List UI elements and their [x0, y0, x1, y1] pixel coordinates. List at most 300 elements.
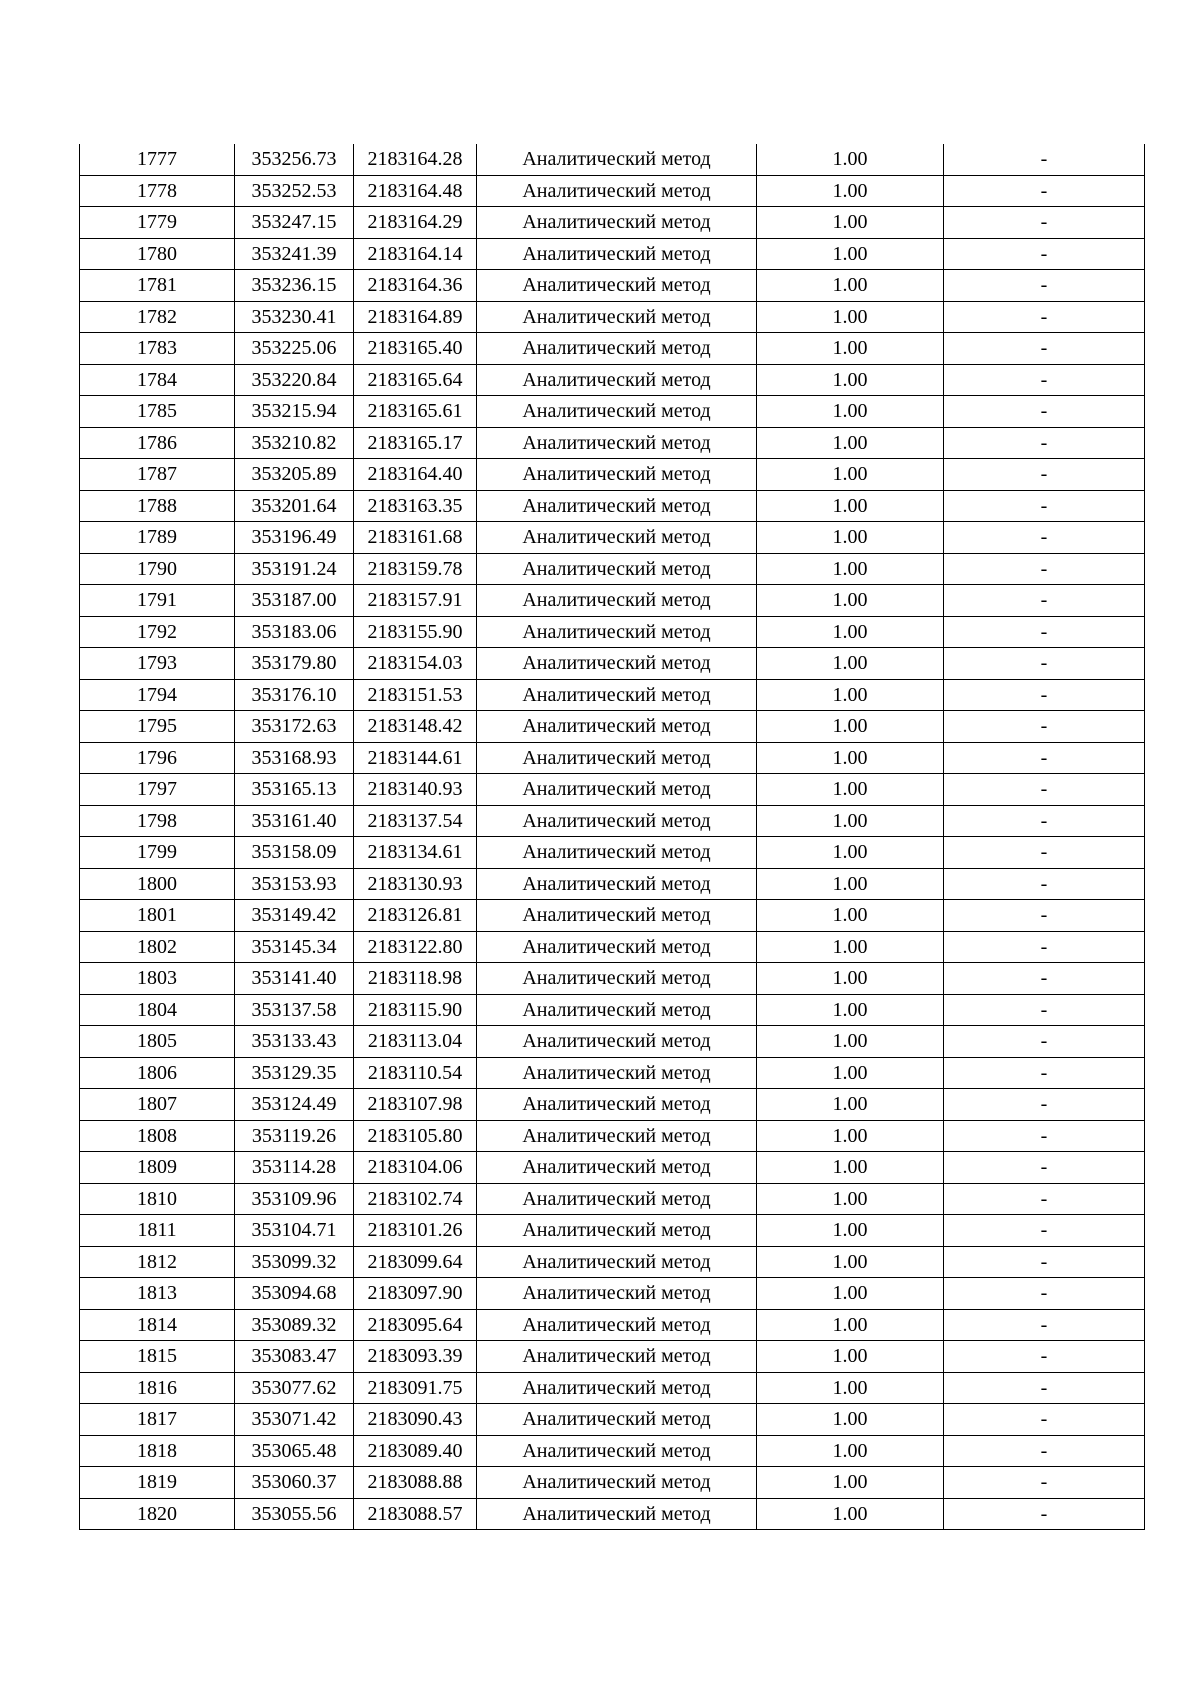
y-coordinate-cell: 2183097.90 [354, 1278, 477, 1310]
point-number-cell: 1802 [80, 931, 235, 963]
y-coordinate-cell: 2183165.61 [354, 396, 477, 428]
point-number-cell: 1815 [80, 1341, 235, 1373]
description-cell: - [944, 1372, 1145, 1404]
point-number-cell: 1805 [80, 1026, 235, 1058]
accuracy-cell: 1.00 [757, 1246, 944, 1278]
table-row [80, 144, 1145, 175]
table-row [80, 585, 1145, 617]
description-cell: - [944, 742, 1145, 774]
point-number-cell: 1819 [80, 1467, 235, 1499]
point-number-cell: 1788 [80, 490, 235, 522]
x-coordinate-cell: 353060.37 [235, 1467, 354, 1499]
point-number-cell: 1779 [80, 207, 235, 239]
x-coordinate-cell: 353145.34 [235, 931, 354, 963]
table-row [80, 1089, 1145, 1121]
description-cell: - [944, 490, 1145, 522]
y-coordinate-cell: 2183161.68 [354, 522, 477, 554]
accuracy-cell: 1.00 [757, 144, 944, 175]
accuracy-cell: 1.00 [757, 1372, 944, 1404]
table-row [80, 994, 1145, 1026]
description-cell: - [944, 175, 1145, 207]
description-cell: - [944, 1183, 1145, 1215]
point-number-cell: 1791 [80, 585, 235, 617]
method-cell: Аналитический метод [477, 1246, 757, 1278]
accuracy-cell: 1.00 [757, 900, 944, 932]
accuracy-cell: 1.00 [757, 207, 944, 239]
point-number-cell: 1786 [80, 427, 235, 459]
y-coordinate-cell: 2183118.98 [354, 963, 477, 995]
method-cell: Аналитический метод [477, 679, 757, 711]
y-coordinate-cell: 2183148.42 [354, 711, 477, 743]
accuracy-cell: 1.00 [757, 490, 944, 522]
accuracy-cell: 1.00 [757, 270, 944, 302]
table-body [80, 144, 1145, 1530]
x-coordinate-cell: 353129.35 [235, 1057, 354, 1089]
y-coordinate-cell: 2183093.39 [354, 1341, 477, 1373]
x-coordinate-cell: 353183.06 [235, 616, 354, 648]
x-coordinate-cell: 353137.58 [235, 994, 354, 1026]
accuracy-cell: 1.00 [757, 1183, 944, 1215]
y-coordinate-cell: 2183164.28 [354, 144, 477, 175]
accuracy-cell: 1.00 [757, 1026, 944, 1058]
point-number-cell: 1820 [80, 1498, 235, 1530]
y-coordinate-cell: 2183165.17 [354, 427, 477, 459]
method-cell: Аналитический метод [477, 144, 757, 175]
method-cell: Аналитический метод [477, 459, 757, 491]
method-cell: Аналитический метод [477, 553, 757, 585]
point-number-cell: 1818 [80, 1435, 235, 1467]
table-row [80, 522, 1145, 554]
accuracy-cell: 1.00 [757, 1152, 944, 1184]
table-row [80, 648, 1145, 680]
description-cell: - [944, 1341, 1145, 1373]
point-number-cell: 1812 [80, 1246, 235, 1278]
point-number-cell: 1798 [80, 805, 235, 837]
x-coordinate-cell: 353071.42 [235, 1404, 354, 1436]
x-coordinate-cell: 353104.71 [235, 1215, 354, 1247]
description-cell: - [944, 301, 1145, 333]
y-coordinate-cell: 2183115.90 [354, 994, 477, 1026]
method-cell: Аналитический метод [477, 364, 757, 396]
table-row [80, 1309, 1145, 1341]
table-row [80, 1152, 1145, 1184]
x-coordinate-cell: 353089.32 [235, 1309, 354, 1341]
accuracy-cell: 1.00 [757, 1057, 944, 1089]
point-number-cell: 1780 [80, 238, 235, 270]
y-coordinate-cell: 2183164.40 [354, 459, 477, 491]
accuracy-cell: 1.00 [757, 805, 944, 837]
accuracy-cell: 1.00 [757, 648, 944, 680]
y-coordinate-cell: 2183164.36 [354, 270, 477, 302]
description-cell: - [944, 1120, 1145, 1152]
x-coordinate-cell: 353133.43 [235, 1026, 354, 1058]
accuracy-cell: 1.00 [757, 994, 944, 1026]
x-coordinate-cell: 353141.40 [235, 963, 354, 995]
point-number-cell: 1816 [80, 1372, 235, 1404]
table-row [80, 396, 1145, 428]
table-row [80, 301, 1145, 333]
table-row [80, 427, 1145, 459]
method-cell: Аналитический метод [477, 1183, 757, 1215]
x-coordinate-cell: 353109.96 [235, 1183, 354, 1215]
table-row [80, 1246, 1145, 1278]
point-number-cell: 1792 [80, 616, 235, 648]
y-coordinate-cell: 2183090.43 [354, 1404, 477, 1436]
x-coordinate-cell: 353153.93 [235, 868, 354, 900]
point-number-cell: 1800 [80, 868, 235, 900]
accuracy-cell: 1.00 [757, 1278, 944, 1310]
description-cell: - [944, 774, 1145, 806]
method-cell: Аналитический метод [477, 427, 757, 459]
x-coordinate-cell: 353230.41 [235, 301, 354, 333]
description-cell: - [944, 837, 1145, 869]
method-cell: Аналитический метод [477, 207, 757, 239]
description-cell: - [944, 1435, 1145, 1467]
x-coordinate-cell: 353158.09 [235, 837, 354, 869]
x-coordinate-cell: 353165.13 [235, 774, 354, 806]
x-coordinate-cell: 353225.06 [235, 333, 354, 365]
accuracy-cell: 1.00 [757, 585, 944, 617]
y-coordinate-cell: 2183126.81 [354, 900, 477, 932]
method-cell: Аналитический метод [477, 994, 757, 1026]
table-row [80, 1215, 1145, 1247]
table-row [80, 364, 1145, 396]
table-row [80, 837, 1145, 869]
method-cell: Аналитический метод [477, 1152, 757, 1184]
y-coordinate-cell: 2183113.04 [354, 1026, 477, 1058]
method-cell: Аналитический метод [477, 238, 757, 270]
table-row [80, 1057, 1145, 1089]
y-coordinate-cell: 2183137.54 [354, 805, 477, 837]
table-row [80, 711, 1145, 743]
description-cell: - [944, 333, 1145, 365]
accuracy-cell: 1.00 [757, 774, 944, 806]
x-coordinate-cell: 353168.93 [235, 742, 354, 774]
point-number-cell: 1811 [80, 1215, 235, 1247]
x-coordinate-cell: 353205.89 [235, 459, 354, 491]
y-coordinate-cell: 2183157.91 [354, 585, 477, 617]
y-coordinate-cell: 2183154.03 [354, 648, 477, 680]
accuracy-cell: 1.00 [757, 1341, 944, 1373]
point-number-cell: 1796 [80, 742, 235, 774]
method-cell: Аналитический метод [477, 396, 757, 428]
y-coordinate-cell: 2183099.64 [354, 1246, 477, 1278]
point-number-cell: 1804 [80, 994, 235, 1026]
description-cell: - [944, 553, 1145, 585]
x-coordinate-cell: 353201.64 [235, 490, 354, 522]
point-number-cell: 1807 [80, 1089, 235, 1121]
method-cell: Аналитический метод [477, 1467, 757, 1499]
point-number-cell: 1797 [80, 774, 235, 806]
point-number-cell: 1793 [80, 648, 235, 680]
point-number-cell: 1814 [80, 1309, 235, 1341]
description-cell: - [944, 1215, 1145, 1247]
description-cell: - [944, 1467, 1145, 1499]
method-cell: Аналитический метод [477, 742, 757, 774]
x-coordinate-cell: 353191.24 [235, 553, 354, 585]
description-cell: - [944, 1404, 1145, 1436]
point-number-cell: 1790 [80, 553, 235, 585]
table-row [80, 963, 1145, 995]
description-cell: - [944, 711, 1145, 743]
x-coordinate-cell: 353256.73 [235, 144, 354, 175]
table-row [80, 868, 1145, 900]
method-cell: Аналитический метод [477, 333, 757, 365]
point-number-cell: 1817 [80, 1404, 235, 1436]
accuracy-cell: 1.00 [757, 333, 944, 365]
description-cell: - [944, 207, 1145, 239]
method-cell: Аналитический метод [477, 585, 757, 617]
point-number-cell: 1799 [80, 837, 235, 869]
description-cell: - [944, 931, 1145, 963]
point-number-cell: 1801 [80, 900, 235, 932]
point-number-cell: 1781 [80, 270, 235, 302]
description-cell: - [944, 1246, 1145, 1278]
table-row [80, 238, 1145, 270]
x-coordinate-cell: 353196.49 [235, 522, 354, 554]
description-cell: - [944, 868, 1145, 900]
y-coordinate-cell: 2183159.78 [354, 553, 477, 585]
method-cell: Аналитический метод [477, 805, 757, 837]
method-cell: Аналитический метод [477, 616, 757, 648]
table-row [80, 1120, 1145, 1152]
method-cell: Аналитический метод [477, 490, 757, 522]
x-coordinate-cell: 353114.28 [235, 1152, 354, 1184]
accuracy-cell: 1.00 [757, 238, 944, 270]
description-cell: - [944, 238, 1145, 270]
method-cell: Аналитический метод [477, 1309, 757, 1341]
coordinates-table [79, 144, 1145, 1530]
y-coordinate-cell: 2183134.61 [354, 837, 477, 869]
table-row [80, 1372, 1145, 1404]
point-number-cell: 1784 [80, 364, 235, 396]
description-cell: - [944, 1498, 1145, 1530]
method-cell: Аналитический метод [477, 648, 757, 680]
accuracy-cell: 1.00 [757, 1467, 944, 1499]
point-number-cell: 1778 [80, 175, 235, 207]
description-cell: - [944, 1278, 1145, 1310]
table-row [80, 553, 1145, 585]
description-cell: - [944, 1309, 1145, 1341]
x-coordinate-cell: 353220.84 [235, 364, 354, 396]
table-row [80, 1435, 1145, 1467]
accuracy-cell: 1.00 [757, 1404, 944, 1436]
method-cell: Аналитический метод [477, 900, 757, 932]
y-coordinate-cell: 2183107.98 [354, 1089, 477, 1121]
method-cell: Аналитический метод [477, 1120, 757, 1152]
accuracy-cell: 1.00 [757, 1309, 944, 1341]
method-cell: Аналитический метод [477, 522, 757, 554]
method-cell: Аналитический метод [477, 1089, 757, 1121]
description-cell: - [944, 1152, 1145, 1184]
x-coordinate-cell: 353055.56 [235, 1498, 354, 1530]
x-coordinate-cell: 353077.62 [235, 1372, 354, 1404]
table-row [80, 1404, 1145, 1436]
table-row [80, 679, 1145, 711]
point-number-cell: 1806 [80, 1057, 235, 1089]
x-coordinate-cell: 353094.68 [235, 1278, 354, 1310]
method-cell: Аналитический метод [477, 1215, 757, 1247]
method-cell: Аналитический метод [477, 1372, 757, 1404]
table-row [80, 774, 1145, 806]
y-coordinate-cell: 2183104.06 [354, 1152, 477, 1184]
y-coordinate-cell: 2183155.90 [354, 616, 477, 648]
y-coordinate-cell: 2183089.40 [354, 1435, 477, 1467]
method-cell: Аналитический метод [477, 1435, 757, 1467]
accuracy-cell: 1.00 [757, 522, 944, 554]
description-cell: - [944, 900, 1145, 932]
point-number-cell: 1777 [80, 144, 235, 175]
x-coordinate-cell: 353179.80 [235, 648, 354, 680]
method-cell: Аналитический метод [477, 868, 757, 900]
y-coordinate-cell: 2183164.89 [354, 301, 477, 333]
description-cell: - [944, 427, 1145, 459]
x-coordinate-cell: 353176.10 [235, 679, 354, 711]
table-row [80, 1183, 1145, 1215]
point-number-cell: 1808 [80, 1120, 235, 1152]
accuracy-cell: 1.00 [757, 175, 944, 207]
accuracy-cell: 1.00 [757, 1215, 944, 1247]
accuracy-cell: 1.00 [757, 868, 944, 900]
y-coordinate-cell: 2183095.64 [354, 1309, 477, 1341]
point-number-cell: 1789 [80, 522, 235, 554]
description-cell: - [944, 805, 1145, 837]
method-cell: Аналитический метод [477, 1057, 757, 1089]
accuracy-cell: 1.00 [757, 1498, 944, 1530]
y-coordinate-cell: 2183088.57 [354, 1498, 477, 1530]
table-row [80, 1341, 1145, 1373]
y-coordinate-cell: 2183165.40 [354, 333, 477, 365]
description-cell: - [944, 270, 1145, 302]
accuracy-cell: 1.00 [757, 742, 944, 774]
point-number-cell: 1795 [80, 711, 235, 743]
accuracy-cell: 1.00 [757, 364, 944, 396]
accuracy-cell: 1.00 [757, 963, 944, 995]
table-row [80, 900, 1145, 932]
description-cell: - [944, 1057, 1145, 1089]
x-coordinate-cell: 353172.63 [235, 711, 354, 743]
y-coordinate-cell: 2183105.80 [354, 1120, 477, 1152]
accuracy-cell: 1.00 [757, 679, 944, 711]
description-cell: - [944, 585, 1145, 617]
method-cell: Аналитический метод [477, 711, 757, 743]
accuracy-cell: 1.00 [757, 711, 944, 743]
point-number-cell: 1785 [80, 396, 235, 428]
point-number-cell: 1787 [80, 459, 235, 491]
method-cell: Аналитический метод [477, 1404, 757, 1436]
point-number-cell: 1783 [80, 333, 235, 365]
point-number-cell: 1794 [80, 679, 235, 711]
point-number-cell: 1803 [80, 963, 235, 995]
table-row [80, 1498, 1145, 1530]
x-coordinate-cell: 353161.40 [235, 805, 354, 837]
accuracy-cell: 1.00 [757, 837, 944, 869]
y-coordinate-cell: 2183164.14 [354, 238, 477, 270]
table-row [80, 1278, 1145, 1310]
description-cell: - [944, 364, 1145, 396]
description-cell: - [944, 144, 1145, 175]
description-cell: - [944, 522, 1145, 554]
method-cell: Аналитический метод [477, 301, 757, 333]
method-cell: Аналитический метод [477, 931, 757, 963]
table-row [80, 270, 1145, 302]
table-row [80, 616, 1145, 648]
description-cell: - [944, 963, 1145, 995]
description-cell: - [944, 648, 1145, 680]
method-cell: Аналитический метод [477, 963, 757, 995]
y-coordinate-cell: 2183163.35 [354, 490, 477, 522]
table-row [80, 175, 1145, 207]
description-cell: - [944, 616, 1145, 648]
x-coordinate-cell: 353099.32 [235, 1246, 354, 1278]
description-cell: - [944, 1089, 1145, 1121]
method-cell: Аналитический метод [477, 774, 757, 806]
method-cell: Аналитический метод [477, 1278, 757, 1310]
accuracy-cell: 1.00 [757, 1435, 944, 1467]
point-number-cell: 1782 [80, 301, 235, 333]
method-cell: Аналитический метод [477, 270, 757, 302]
description-cell: - [944, 994, 1145, 1026]
y-coordinate-cell: 2183130.93 [354, 868, 477, 900]
y-coordinate-cell: 2183122.80 [354, 931, 477, 963]
x-coordinate-cell: 353247.15 [235, 207, 354, 239]
description-cell: - [944, 459, 1145, 491]
y-coordinate-cell: 2183164.48 [354, 175, 477, 207]
x-coordinate-cell: 353252.53 [235, 175, 354, 207]
accuracy-cell: 1.00 [757, 1120, 944, 1152]
accuracy-cell: 1.00 [757, 301, 944, 333]
table-row [80, 1467, 1145, 1499]
table-row [80, 207, 1145, 239]
method-cell: Аналитический метод [477, 1026, 757, 1058]
accuracy-cell: 1.00 [757, 553, 944, 585]
x-coordinate-cell: 353149.42 [235, 900, 354, 932]
method-cell: Аналитический метод [477, 1498, 757, 1530]
table-row [80, 742, 1145, 774]
table-row [80, 333, 1145, 365]
table-row [80, 1026, 1145, 1058]
y-coordinate-cell: 2183088.88 [354, 1467, 477, 1499]
accuracy-cell: 1.00 [757, 931, 944, 963]
y-coordinate-cell: 2183101.26 [354, 1215, 477, 1247]
description-cell: - [944, 679, 1145, 711]
y-coordinate-cell: 2183165.64 [354, 364, 477, 396]
accuracy-cell: 1.00 [757, 459, 944, 491]
table-row [80, 459, 1145, 491]
accuracy-cell: 1.00 [757, 427, 944, 459]
x-coordinate-cell: 353083.47 [235, 1341, 354, 1373]
y-coordinate-cell: 2183151.53 [354, 679, 477, 711]
table-row [80, 931, 1145, 963]
x-coordinate-cell: 353124.49 [235, 1089, 354, 1121]
x-coordinate-cell: 353065.48 [235, 1435, 354, 1467]
accuracy-cell: 1.00 [757, 396, 944, 428]
method-cell: Аналитический метод [477, 1341, 757, 1373]
point-number-cell: 1813 [80, 1278, 235, 1310]
x-coordinate-cell: 353236.15 [235, 270, 354, 302]
table-row [80, 805, 1145, 837]
y-coordinate-cell: 2183102.74 [354, 1183, 477, 1215]
method-cell: Аналитический метод [477, 837, 757, 869]
method-cell: Аналитический метод [477, 175, 757, 207]
accuracy-cell: 1.00 [757, 1089, 944, 1121]
y-coordinate-cell: 2183091.75 [354, 1372, 477, 1404]
x-coordinate-cell: 353210.82 [235, 427, 354, 459]
point-number-cell: 1809 [80, 1152, 235, 1184]
x-coordinate-cell: 353119.26 [235, 1120, 354, 1152]
x-coordinate-cell: 353187.00 [235, 585, 354, 617]
y-coordinate-cell: 2183110.54 [354, 1057, 477, 1089]
